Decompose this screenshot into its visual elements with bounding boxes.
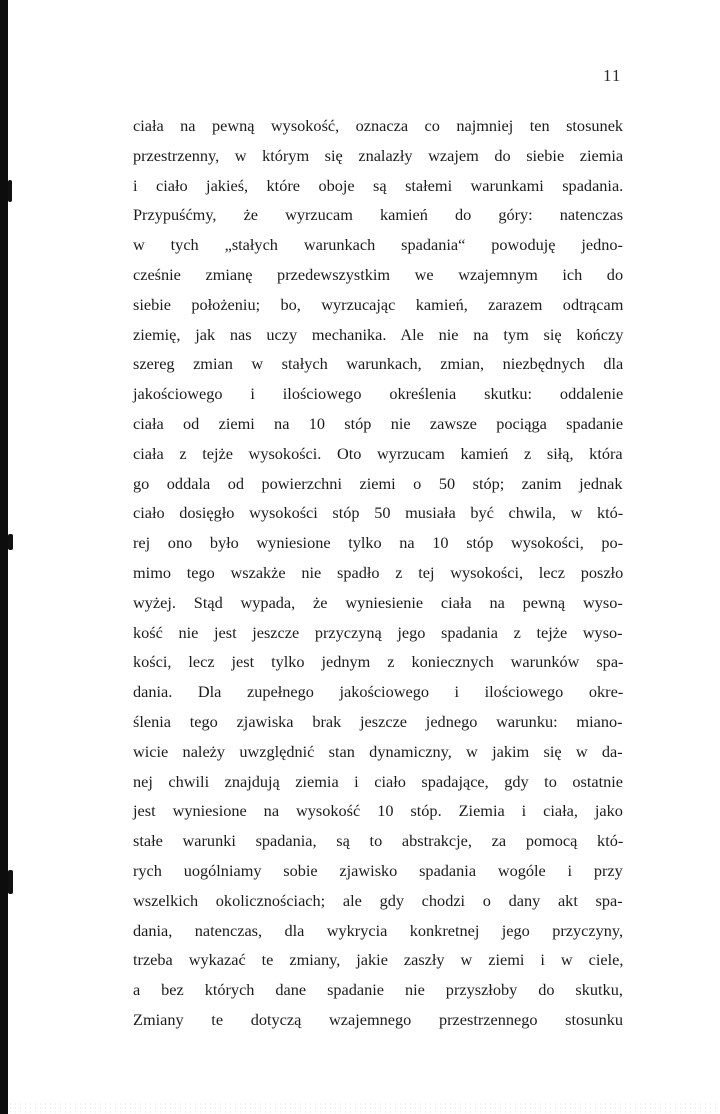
text-line: jest wyniesione na wysokość 10 stóp. Ziemia i ciała, jako [133,801,623,821]
text-line: ciało dosięgło wysokości stóp 50 musiała być chwila, w któ- [133,503,624,523]
text-line: mimo tego wszakże nie spadło z tej wysokości, lecz poszło [133,562,624,582]
text-line: szereg zmian w stałych warunkach, zmian, niezbędnych dla [133,354,624,374]
page-number: 11 [603,66,622,85]
text-line: ziemię, jak nas uczy mechanika. Ale nie na tym się kończy [133,324,624,344]
text-line: stałe warunki spadania, są to abstrakcje, za pomocą któ- [133,831,624,851]
text-line: dania, natenczas, dla wykrycia konkretnej jego przyczyny, [133,920,624,940]
body-text [133,111,623,1035]
text-line: kość nie jest jeszcze przyczyną jego spadania z tejże wyso- [133,622,623,642]
text-line: rych uogólniamy sobie zjawisko spadania wogóle i przy [133,860,623,880]
text-line: jakościowego i ilościowego określenia skutku: oddalenie [133,384,624,404]
text-line: go oddala od powierzchni ziemi o 50 stóp; zanim jednak [133,473,623,493]
text-line: ciała na pewną wysokość, oznacza co najmniej ten stosunek [133,116,624,135]
binding-edge [0,0,8,1114]
text-line: a bez których dane spadanie nie przyszłoby do skutku, [133,980,623,1000]
text-line: wszelkich okolicznościach; ale gdy chodzi o dany akt spa- [133,890,623,910]
text-line: siebie położeniu; bo, wyrzucając kamień, zarazem odtrącam [133,294,624,314]
binding-mark [8,870,13,894]
text-line: kości, lecz jest tylko jednym z koniecznych warunków spa- [133,652,624,672]
text-line: przestrzenny, w którym się znalazły wzajem do siebie ziemia [133,145,624,165]
text-line: trzeba wykazać te zmiany, jakie zaszły w ziemi i w ciele, [133,950,624,970]
text-line: nej chwili znajdują ziemia i ciało spadające, gdy to ostatnie [133,771,623,791]
text-line: Przypuśćmy, że wyrzucam kamień do góry: natenczas [133,205,624,225]
binding-mark [8,534,13,550]
text-line: wicie należy uwzględnić stan dynamiczny, w jakim się w da- [133,741,623,761]
text-line: ślenia tego zjawiska brak jeszcze jednego warunku: miano- [133,711,623,731]
text-line: w tych „stałych warunkach spadania“ powoduję jedno- [133,235,623,255]
text-line: ciała z tejże wysokości. Oto wyrzucam kamień z siłą, która [133,443,623,463]
scan-noise [8,1102,720,1114]
binding-mark [8,180,12,202]
text-line: wyżej. Stąd wypada, że wyniesienie ciała na pewną wyso- [133,592,623,612]
text-line: dania. Dla zupełnego jakościowego i ilościowego okre- [133,682,624,702]
text-line: Zmiany te dotyczą wzajemnego przestrzennego stosunku [133,1009,624,1029]
text-line: ciała od ziemi na 10 stóp nie zawsze pociąga spadanie [133,413,624,433]
text-line: cześnie zmianę przedewszystkim we wzajemnym ich do [133,264,624,284]
text-line: i ciało jakieś, które oboje są stałemi warunkami spadania. [133,175,624,195]
text-line: rej ono było wyniesione tylko na 10 stóp wysokości, po- [133,533,624,553]
